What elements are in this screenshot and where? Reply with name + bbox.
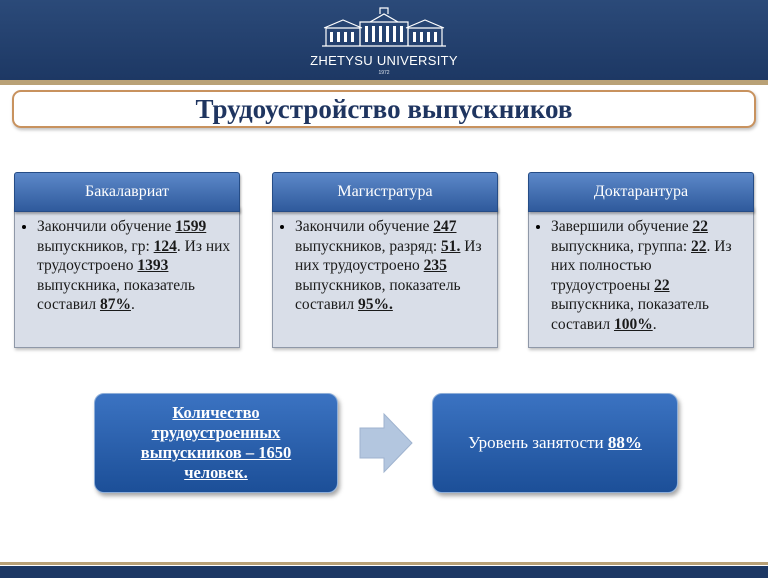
card-text: . Из них полностью трудоустроены — [551, 237, 732, 294]
card-bullet-text — [37, 217, 233, 315]
card-bullet-text — [295, 217, 491, 315]
card-text: выпускника, группа: — [551, 237, 692, 255]
card-text: Из них трудоустроено — [295, 237, 482, 274]
group-count: 51. — [441, 237, 461, 255]
employment-level-label: Уровень занятости — [468, 433, 608, 452]
card-text: Закончили обучение — [37, 218, 176, 235]
footer-gold-divider — [0, 562, 768, 565]
graduates-count: 247 — [433, 218, 457, 235]
employed-count: 1393 — [137, 257, 169, 274]
card-text: выпускника, показатель составил — [37, 276, 195, 313]
card-heading: Бакалавриат — [14, 172, 240, 212]
employed-count: 22 — [654, 276, 670, 294]
graduates-count: 1599 — [175, 218, 207, 235]
employment-rate: 87% — [99, 296, 131, 313]
card-body — [528, 206, 754, 348]
employment-rate: 100% — [613, 315, 653, 333]
card-text: . Из них трудоустроено — [37, 237, 231, 274]
card-body — [272, 206, 498, 348]
group-count: 22 — [691, 237, 707, 255]
card-heading: Доктарантура — [528, 172, 754, 212]
header-gold-divider — [0, 80, 768, 85]
employed-count: 235 — [423, 257, 447, 274]
total-employed-text: Количество трудоустроенных выпускников – 1650 человек. — [140, 403, 292, 482]
card-heading: Магистратура — [272, 172, 498, 212]
group-count: 124 — [153, 237, 177, 255]
card-text: выпускников, гр: — [37, 237, 154, 255]
card-master — [272, 172, 498, 313]
card-doctorate — [528, 172, 754, 333]
university-building-icon — [320, 6, 448, 48]
total-employed-box — [94, 393, 338, 493]
card-text: . — [130, 296, 135, 313]
card-text: . — [652, 315, 657, 333]
employment-rate: 95%. — [357, 296, 393, 313]
card-text: выпускника, показатель составил — [551, 296, 709, 333]
card-bachelor — [14, 172, 240, 313]
graduates-count: 22 — [692, 218, 708, 235]
footer-bar — [0, 566, 768, 578]
card-body — [14, 206, 240, 348]
card-bullet-text — [551, 217, 747, 334]
arrow-right-icon — [358, 412, 414, 474]
card-text: выпускников, показатель составил — [295, 276, 461, 313]
card-text: выпускников, разряд: — [295, 237, 442, 255]
card-text: Закончили обучение — [295, 218, 434, 235]
logo-year: 1972 — [378, 70, 390, 76]
employment-level-value: 88% — [607, 433, 642, 452]
employment-level-text — [468, 433, 642, 453]
logo-university-name: ZHETYSU UNIVERSITY — [310, 53, 458, 68]
card-text: Завершили обучение — [551, 218, 693, 235]
page-title: Трудоустройство выпускников — [195, 94, 573, 124]
title-frame — [12, 90, 756, 128]
employment-level-box — [432, 393, 678, 493]
university-logo — [0, 6, 768, 76]
header-banner — [0, 0, 768, 80]
